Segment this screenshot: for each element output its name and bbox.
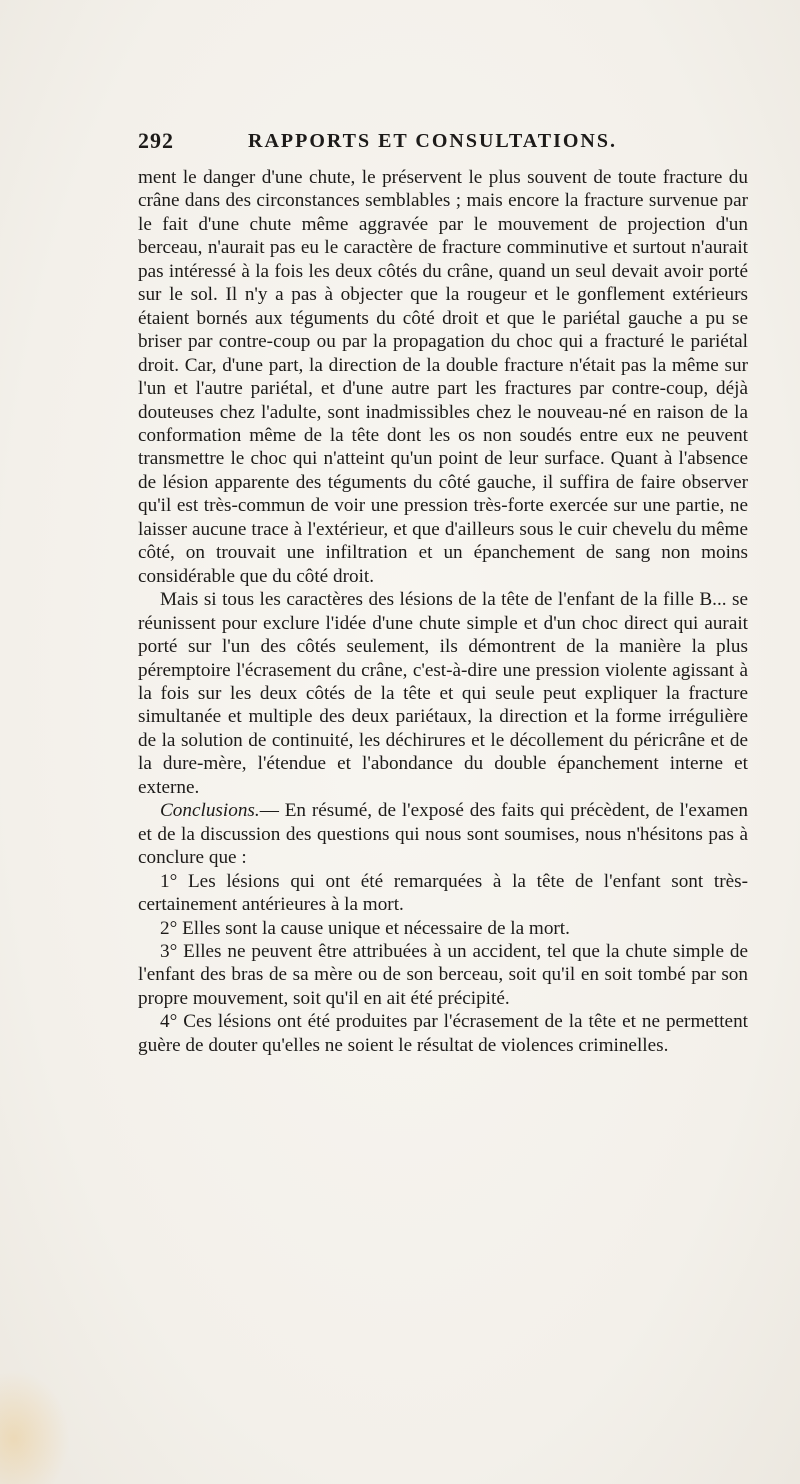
paragraph-1: ment le danger d'une chute, le préservent le plus souvent de toute fracture du crâne dans des circonstances semblables ; mais encore la fracture survenue par le fait d'une chute même aggravée par le mouvement de projection d'un berceau, n'aurait pas eu le caractère de fracture comminutive et surtout n'aurait pas intéressé à la fois les deux côtés du crâne, quand un seul devait avoir porté sur le sol. Il n'y a pas à objecter que la rougeur et le gonflement extérieurs étaient bornés aux téguments du côté droit et que le pariétal gauche a pu se briser par contre-coup ou par la propagation du choc qui a fracturé le pariétal droit. Car, d'une part, la direction de la double fracture n'était pas la même sur l'un et l'autre pariétal, et d'une autre part les fractures par contre-coup, déjà douteuses chez l'adulte, sont inadmissibles chez le nouveau-né en raison de la conformation même de la tête dont les os non soudés entre eux ne peuvent transmettre le choc qui n'atteint qu'un point de leur surface. Quant à l'absence de lésion apparente des téguments du côté gauche, il suffira de faire observer qu'il est très-commun de voir une pression très-forte exercée sur une partie, ne laisser aucune trace à l'extérieur, et que d'ailleurs sous le cuir chevelu du même côté, on trouvait une infiltration et un épanchement de sang non moins considérable que du côté droit. — [138, 167, 748, 587]
paragraph-2: Mais si tous les caractères des lésions de la tête de l'enfant de la fille B... se réunissent pour exclure l'idée d'une chute simple et d'un choc direct qui aurait porté sur l'un des côtés seulement, ils démontrent de la manière la plus péremptoire l'écrasement du crâne, c'est-à-dire une pression violente agissant à la fois sur les deux côtés de la tête et qui seule peut expliquer la fracture simultanée et multiple des deux pariétaux, la direction et la forme irrégulière de la solution de continuité, les déchirures et le décollement du péricrâne et de la dure-mère, l'étendue et l'abondance du double épanchement interne et externe. — [138, 589, 748, 798]
page-header — [138, 128, 748, 154]
conclusions-paragraph — [138, 799, 748, 869]
conclusions-intro: — En résumé, de l'exposé des faits qui précèdent, de l'examen et de la discussion des questions qui nous sont soumises, nous n'hésitons pas à conclure que : — [138, 800, 748, 869]
conclusion-item-4: 4° Ces lésions ont été produites par l'écrasement de la tête et ne permettent guère de douter qu'elles ne soient le résultat de violences criminelles. — [138, 1011, 748, 1056]
page-number: 292 — [138, 128, 174, 153]
body-text — [138, 166, 748, 1057]
conclusion-item-1: 1° Les lésions qui ont été remarquées à la tête de l'enfant sont très-certainement antérieures à la mort. — [138, 870, 748, 916]
running-title: RAPPORTS ET CONSULTATIONS. — [248, 130, 617, 152]
paper-stain — [0, 1370, 70, 1484]
conclusions-label: Conclusions. — [160, 800, 260, 822]
conclusion-item-2: 2° Elles sont la cause unique et nécessaire de la mort. — [160, 917, 570, 939]
conclusion-item-3: 3° Elles ne peuvent être attribuées à un accident, tel que la chute simple de l'enfant des bras de sa mère ou de son berceau, soit qu'il en soit tombé par son propre mouvement, soit qu'il en ait été précipité. — [138, 940, 748, 1009]
